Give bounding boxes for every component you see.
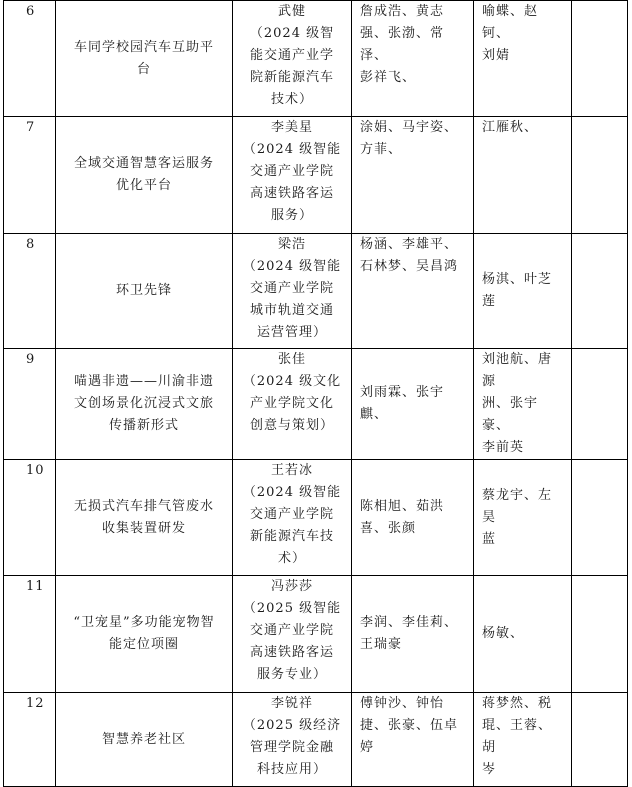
table-row: [4, 576, 628, 693]
row-number-text: 7: [26, 120, 36, 135]
team-members: [352, 349, 474, 460]
project-leader: [233, 349, 352, 460]
advisor-teachers-text: 蒋梦然、税 琨、王蓉、胡 岑: [482, 696, 553, 777]
row-number: [4, 234, 56, 349]
row-number: [4, 117, 56, 234]
team-members: [352, 460, 474, 576]
project-leader: [233, 460, 352, 576]
row-number: [4, 349, 56, 460]
blank-cell: [572, 234, 628, 349]
project-name-text: 无损式汽车排气管废水 收集装置研发: [73, 498, 214, 536]
blank-cell: [572, 1, 628, 117]
team-members-text: 刘雨霖、张宇 麒、: [360, 385, 445, 422]
project-leader-text: 武健 （2024 级智 能交通产业学 院新能源汽车 技术）: [249, 4, 335, 107]
project-name: [56, 1, 233, 117]
row-number-text: 12: [26, 696, 45, 711]
project-leader-text: 王若冰 （2024 级智能 交通产业学院 新能源汽车技 术）: [242, 463, 342, 566]
advisor-teachers: [474, 1, 572, 117]
project-name-text: 全域交通智慧客运服务 优化平台: [73, 156, 214, 193]
row-number: [4, 576, 56, 693]
advisor-teachers-text: 喻蝶、赵钶、 刘婧: [482, 4, 539, 63]
table-row: [4, 117, 628, 234]
row-number: [4, 460, 56, 576]
advisor-teachers: [474, 349, 572, 460]
team-members: [352, 693, 474, 787]
project-leader: [233, 234, 352, 349]
project-name: [56, 349, 233, 460]
advisor-teachers: [474, 576, 572, 693]
table-row: [4, 234, 628, 349]
advisor-teachers-text: 杨淇、叶芝莲: [482, 272, 553, 309]
team-members: [352, 1, 474, 117]
project-leader-text: 张佳 （2024 级文化 产业学院文化 创意与策划）: [242, 352, 342, 433]
project-leader-text: 冯莎莎 （2025 级智能 交通产业学院 高速铁路客运 服务专业）: [242, 579, 342, 682]
project-leader-text: 李美星 （2024 级智能 交通产业学院 高速铁路客运 服务）: [242, 120, 342, 223]
project-leader: [233, 576, 352, 693]
project-name: [56, 460, 233, 576]
advisor-teachers-text: 杨敏、: [482, 626, 525, 641]
project-table: [3, 0, 628, 787]
row-number-text: 10: [26, 463, 45, 478]
advisor-teachers: [474, 117, 572, 234]
team-members-text: 杨涵、李雄平、 石林梦、吴昌鸿: [360, 237, 459, 274]
team-members: [352, 234, 474, 349]
advisor-teachers-text: 蔡龙宇、左昊 蓝: [482, 487, 553, 547]
advisor-teachers-text: 江雁秋、: [482, 120, 539, 135]
table-row: [4, 460, 628, 576]
team-members: [352, 117, 474, 234]
project-leader: [233, 693, 352, 787]
project-name-text: 环卫先锋: [115, 283, 172, 298]
project-name-text: “卫宠星”多功能宠物智 能定位项圈: [73, 615, 215, 652]
row-number: [4, 1, 56, 117]
row-number-text: 9: [26, 352, 36, 367]
team-members-text: 傅钟沙、钟怡 捷、张豪、伍卓 婷: [360, 696, 459, 755]
project-name: [56, 117, 233, 234]
row-number-text: 8: [26, 237, 36, 252]
team-members-text: 李润、李佳莉、 王瑞豪: [360, 615, 459, 652]
advisor-teachers: [474, 234, 572, 349]
project-leader: [233, 117, 352, 234]
project-name: [56, 576, 233, 693]
row-number: [4, 693, 56, 787]
project-name: [56, 234, 233, 349]
project-name: [56, 693, 233, 787]
table-row: [4, 693, 628, 787]
table-row: [4, 1, 628, 117]
row-number-text: 6: [26, 4, 36, 19]
table-row: [4, 349, 628, 460]
advisor-teachers: [474, 693, 572, 787]
project-leader: [233, 1, 352, 117]
advisor-teachers-text: 刘池航、唐源 洲、张宇豪、 李前英: [482, 352, 553, 455]
team-members: [352, 576, 474, 693]
blank-cell: [572, 117, 628, 234]
project-leader-text: 梁浩 （2024 级智能 交通产业学院 城市轨道交通 运营管理）: [242, 237, 342, 340]
team-members-text: 陈相旭、茹洪 喜、张颜: [360, 498, 445, 536]
blank-cell: [572, 349, 628, 460]
row-number-text: 11: [26, 579, 45, 594]
project-name-text: 车同学校园汽车互助平 台: [73, 39, 214, 77]
blank-cell: [572, 576, 628, 693]
project-name-text: 喵遇非遗——川渝非遗 文创场景化沉浸式文旅 传播新形式: [73, 374, 214, 433]
team-members-text: 詹成浩、黄志 强、张渤、常泽、 彭祥飞、: [360, 4, 445, 85]
team-members-text: 涂娟、马宇姿、 方菲、: [360, 120, 459, 157]
project-name-text: 智慧养老社区: [101, 731, 186, 747]
blank-cell: [572, 460, 628, 576]
blank-cell: [572, 693, 628, 787]
project-leader-text: 李锐祥 （2025 级经济 管理学院金融 科技应用）: [242, 696, 342, 777]
advisor-teachers: [474, 460, 572, 576]
